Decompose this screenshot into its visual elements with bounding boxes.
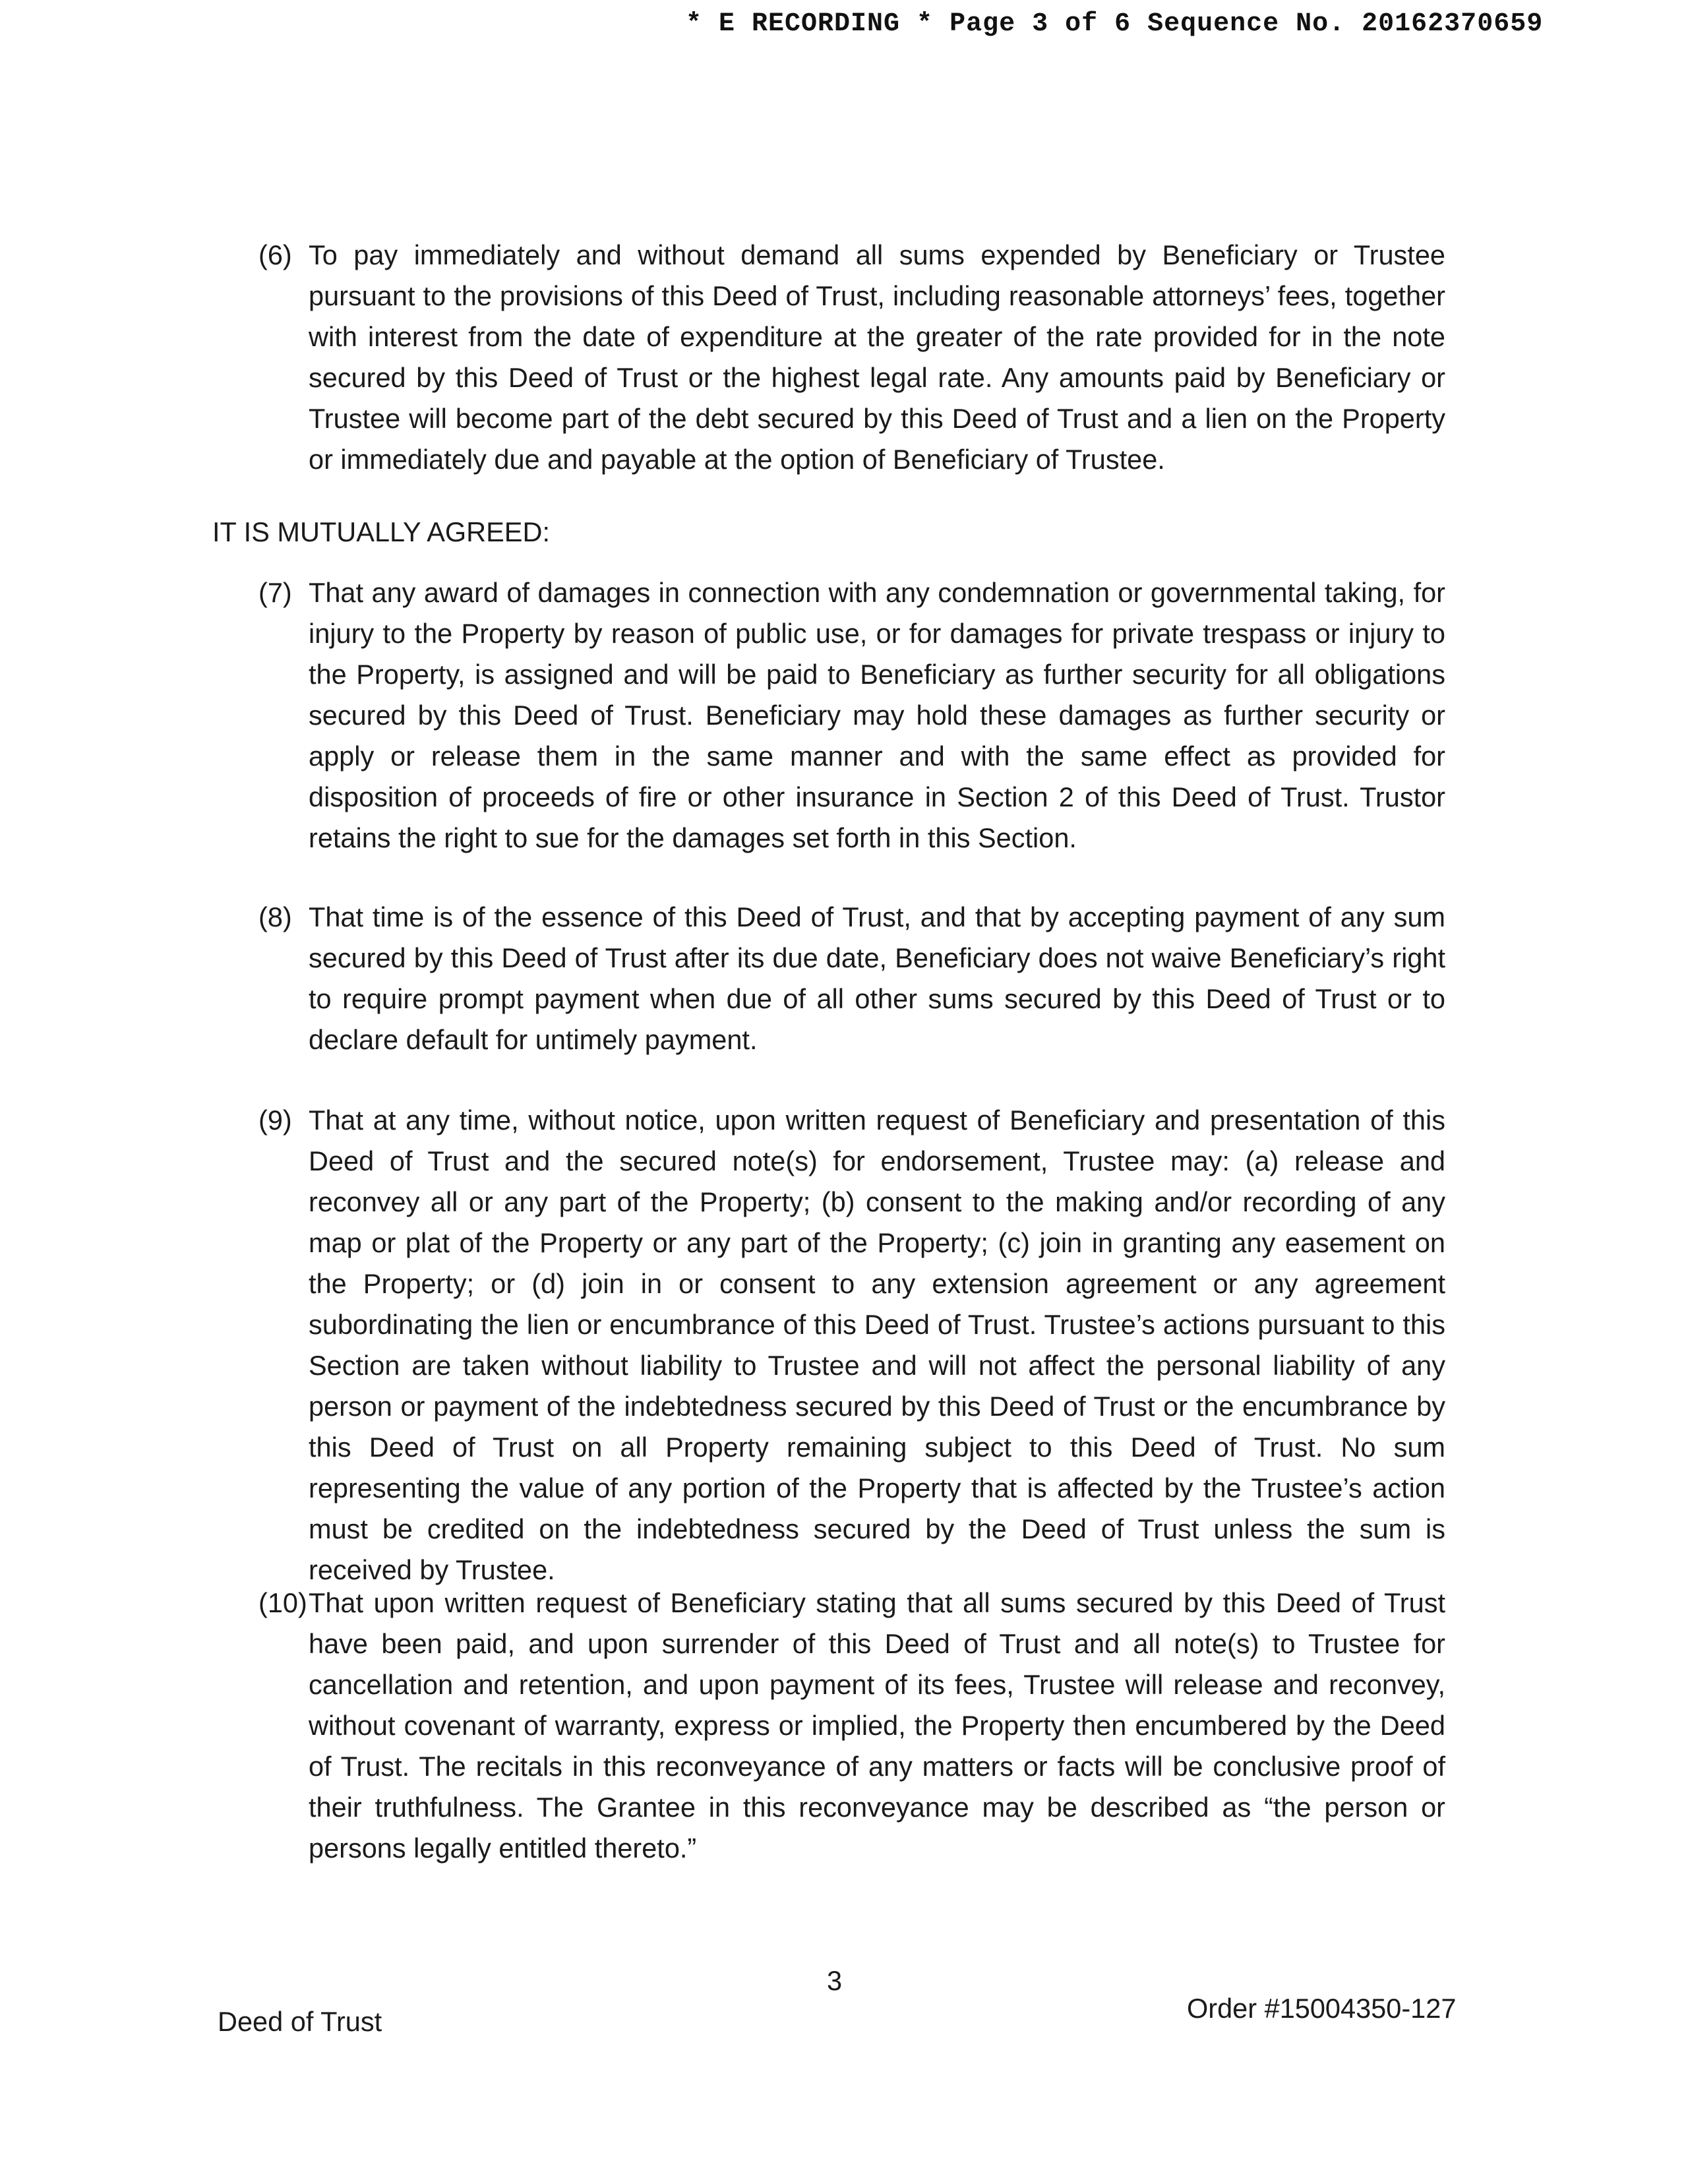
section-heading: IT IS MUTUALLY AGREED: [212, 516, 550, 547]
clause-7 [258, 572, 1445, 859]
clause-9 [258, 1100, 1445, 1591]
clause-text: That time is of the essence of this Deed of Trust, and that by accepting payment of any sum secured by this Deed of Trust after its due date, Beneficiary does not waive Beneficiary’s right to require prompt payment when due of all other sums secured by this Deed of Trust or to declare default for untimely payment. [309, 901, 1445, 1055]
clause-text: That upon written request of Beneficiary stating that all sums secured by this Deed of Trust have been paid, and upon surrender of this Deed of Trust and all note(s) to Trustee for cancellation and retention, and upon payment of its fees, Trustee will release and reconvey, without covenant of warranty, express or implied, the Property then encumbered by the Deed of Trust. The recitals in this reconveyance of any matters or facts will be conclusive proof of their truthfulness. The Grantee in this reconveyance may be described as “the person or persons legally entitled thereto.” [309, 1587, 1445, 1864]
footer-document-title: Deed of Trust [218, 2006, 382, 2037]
footer-order-number: Order #15004350-127 [1187, 1993, 1457, 2024]
recording-stamp: * E RECORDING * Page 3 of 6 Sequence No. 20162370659 [686, 9, 1544, 39]
clause-10 [258, 1583, 1445, 1869]
clause-number: (10) [258, 1587, 307, 1618]
clause-number: (7) [258, 577, 292, 608]
clause-6 [258, 235, 1445, 480]
clause-text: That any award of damages in connection with any condemnation or governmental taking, for injury to the Property by reason of public use, or for damages for private trespass or injury to the Property, is assigned and will be paid to Beneficiary as further security for all obligations secured by this Deed of Trust. Beneficiary may hold these damages as further security or apply or release them in the same manner and with the same effect as provided for disposition of proceeds of fire or other insurance in Section 2 of this Deed of Trust. Trustor retains the right to sue for the damages set forth in this Section. [309, 577, 1445, 853]
clause-number: (8) [258, 901, 292, 932]
page-number: 3 [827, 1965, 843, 1996]
clause-text: To pay immediately and without demand all sums expended by Beneficiary or Trustee pursuant to the provisions of this Deed of Trust, including reasonable attorneys’ fees, together with interest from the date of expenditure at the greater of the rate provided for in the note secured by this Deed of Trust or the highest legal rate. Any amounts paid by Beneficiary or Trustee will become part of the debt secured by this Deed of Trust and a lien on the Property or immediately due and payable at the option of Beneficiary of Trustee. [309, 239, 1445, 475]
clause-8 [258, 897, 1445, 1060]
clause-number: (6) [258, 239, 292, 270]
clause-number: (9) [258, 1105, 292, 1136]
clause-text: That at any time, without notice, upon written request of Beneficiary and presentation of this Deed of Trust and the secured note(s) for endorsement, Trustee may: (a) release and reconvey all or any part of the Property; (b) consent to the making and/or recording of any map or plat of the Property or any part of the Property; (c) join in granting any easement on the Property; or (d) join in or consent to any extension agreement or any agreement subordinating the lien or encumbrance of this Deed of Trust. Trustee’s actions pursuant to this Section are taken without liability to Trustee and will not affect the personal liability of any person or payment of the indebtedness secured by this Deed of Trust or the encumbrance by this Deed of Trust on all Property remaining subject to this Deed of Trust. No sum representing the value of any portion of the Property that is affected by the Trustee’s action must be credited on the indebtedness secured by the Deed of Trust unless the sum is received by Trustee. [309, 1105, 1445, 1585]
